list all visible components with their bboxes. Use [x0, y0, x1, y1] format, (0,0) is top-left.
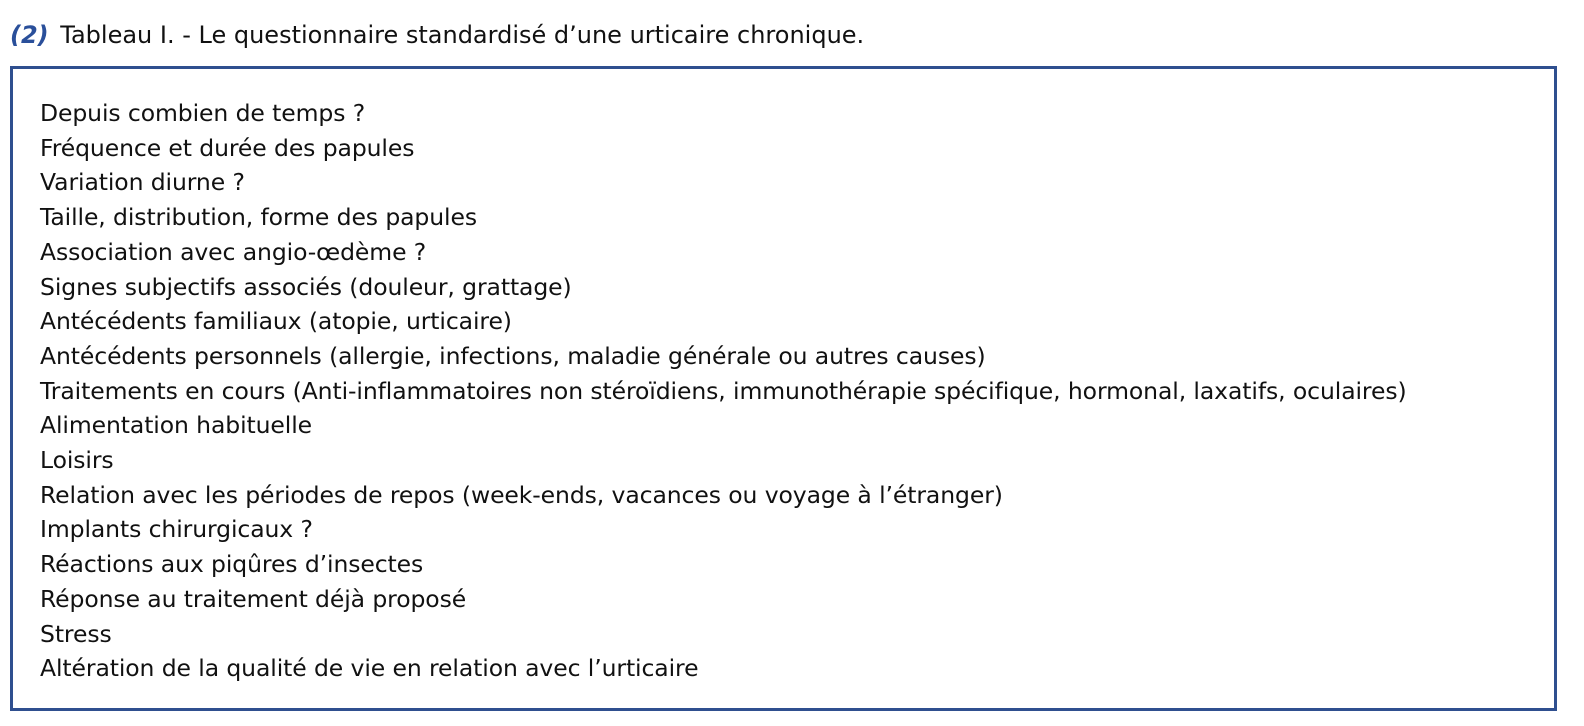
list-item: Depuis combien de temps ? — [40, 99, 366, 127]
table-caption — [10, 19, 864, 51]
list-item: Fréquence et durée des papules — [40, 133, 415, 162]
list-item: Relation avec les périodes de repos (week-ends, vacances ou voyage à l’étranger) — [40, 480, 1003, 509]
caption-text: Tableau I. - Le questionnaire standardisé d’une urticaire chronique. — [60, 21, 865, 49]
questionnaire-list — [40, 96, 1407, 686]
list-item: Signes subjectifs associés (douleur, grattage) — [40, 272, 572, 301]
list-item: Alimentation habituelle — [40, 411, 313, 440]
list-item: Association avec angio-œdème ? — [40, 237, 427, 266]
list-item: Traitements en cours (Anti-inflammatoires non stéroïdiens, immunothérapie spécifique, hormonal, laxatifs, oculaires) — [40, 376, 1407, 405]
list-item: Variation diurne ? — [40, 168, 245, 197]
list-item: Altération de la qualité de vie en relation avec l’urticaire — [40, 654, 699, 683]
list-item: Implants chirurgicaux ? — [40, 515, 313, 544]
questionnaire-box — [10, 66, 1557, 711]
list-item: Stress — [40, 619, 112, 648]
list-item: Réponse au traitement déjà proposé — [40, 584, 467, 613]
list-item: Réactions aux piqûres d’insectes — [40, 550, 424, 579]
list-item: Taille, distribution, forme des papules — [40, 203, 477, 232]
caption-number: (2) — [10, 21, 49, 49]
list-item: Antécédents familiaux (atopie, urticaire) — [40, 307, 512, 336]
list-item: Loisirs — [40, 446, 114, 475]
list-item: Antécédents personnels (allergie, infections, maladie générale ou autres causes) — [40, 341, 986, 370]
